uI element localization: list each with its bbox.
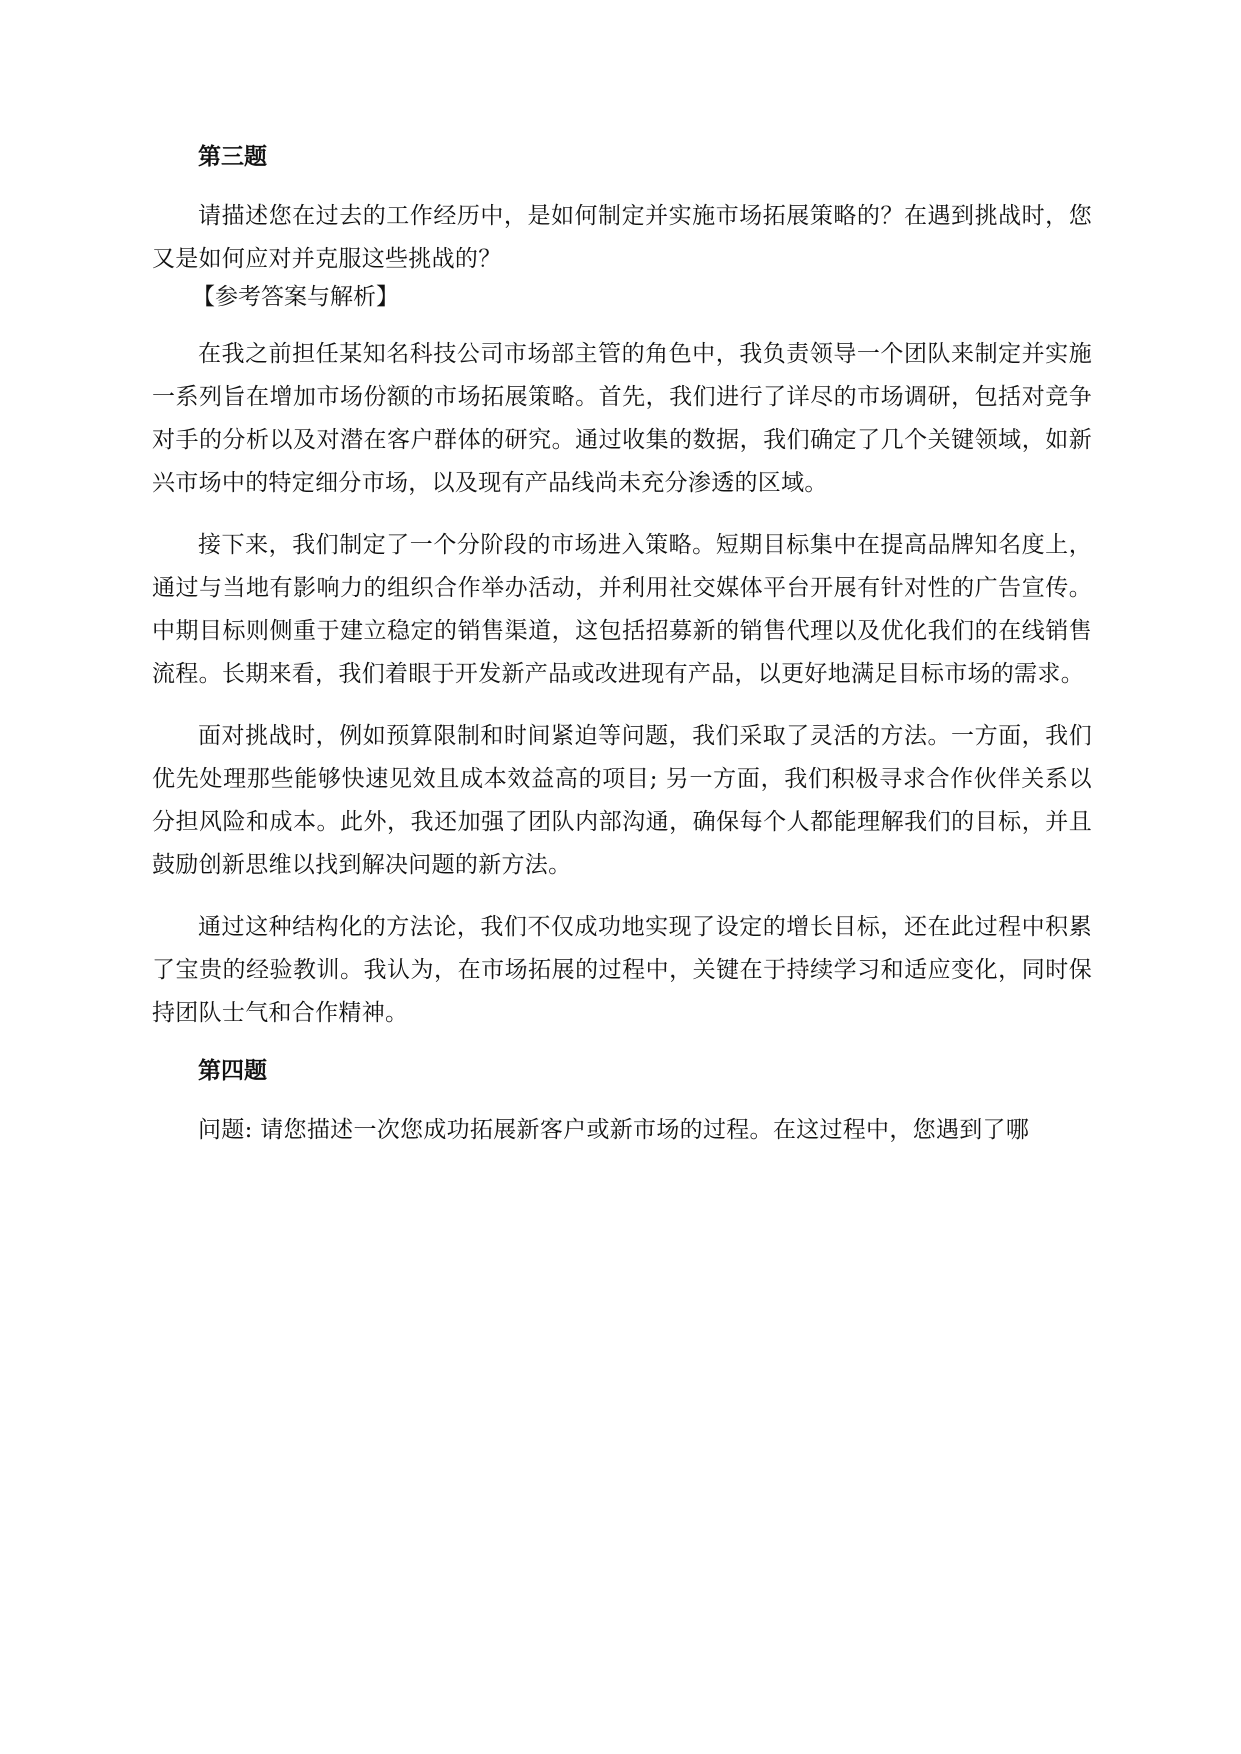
answer-paragraph-1: 在我之前担任某知名科技公司市场部主管的角色中，我负责领导一个团队来制定并实施一系列旨在增加市场份额的市场拓展策略。首先，我们进行了详尽的市场调研，包括对竞争对手的分析以及对潜在客户群体的研究。通过收集的数据，我们确定了几个关键领域，如新兴市场中的特定细分市场，以及现有产品线尚未充分渗透的区域。 (152, 341, 1092, 496)
document-body (152, 140, 1092, 1152)
answer-paragraph-3: 面对挑战时，例如预算限制和时间紧迫等问题，我们采取了灵活的方法。一方面，我们优先处理那些能够快速见效且成本效益高的项目; 另一方面，我们积极寻求合作伙伴关系以分担风险和成本。此外，我还加强了团队内部沟通，确保每个人都能理解我们的目标，并且鼓励创新思维以找到解决问题的新方法。 (152, 723, 1092, 878)
answer-label: 【参考答案与解析】 (192, 284, 399, 310)
section-4-question: 问题: 请您描述一次您成功拓展新客户或新市场的过程。在这过程中，您遇到了哪 (198, 1117, 1030, 1143)
answer-paragraph-2: 接下来，我们制定了一个分阶段的市场进入策略。短期目标集中在提高品牌知名度上，通过与当地有影响力的组织合作举办活动，并利用社交媒体平台开展有针对性的广告宣传。中期目标则侧重于建立稳定的销售渠道，这包括招募新的销售代理以及优化我们的在线销售流程。长期来看，我们着眼于开发新产品或改进现有产品，以更好地满足目标市场的需求。 (152, 532, 1092, 687)
section-3-title: 第三题 (198, 143, 267, 170)
section-4-title: 第四题 (198, 1057, 267, 1084)
section-3-question: 请描述您在过去的工作经历中，是如何制定并实施市场拓展策略的？在遇到挑战时，您又是如何应对并克服这些挑战的？ (152, 203, 1092, 272)
answer-paragraph-4: 通过这种结构化的方法论，我们不仅成功地实现了设定的增长目标，还在此过程中积累了宝贵的经验教训。我认为，在市场拓展的过程中，关键在于持续学习和适应变化，同时保持团队士气和合作精神。 (152, 914, 1092, 1026)
